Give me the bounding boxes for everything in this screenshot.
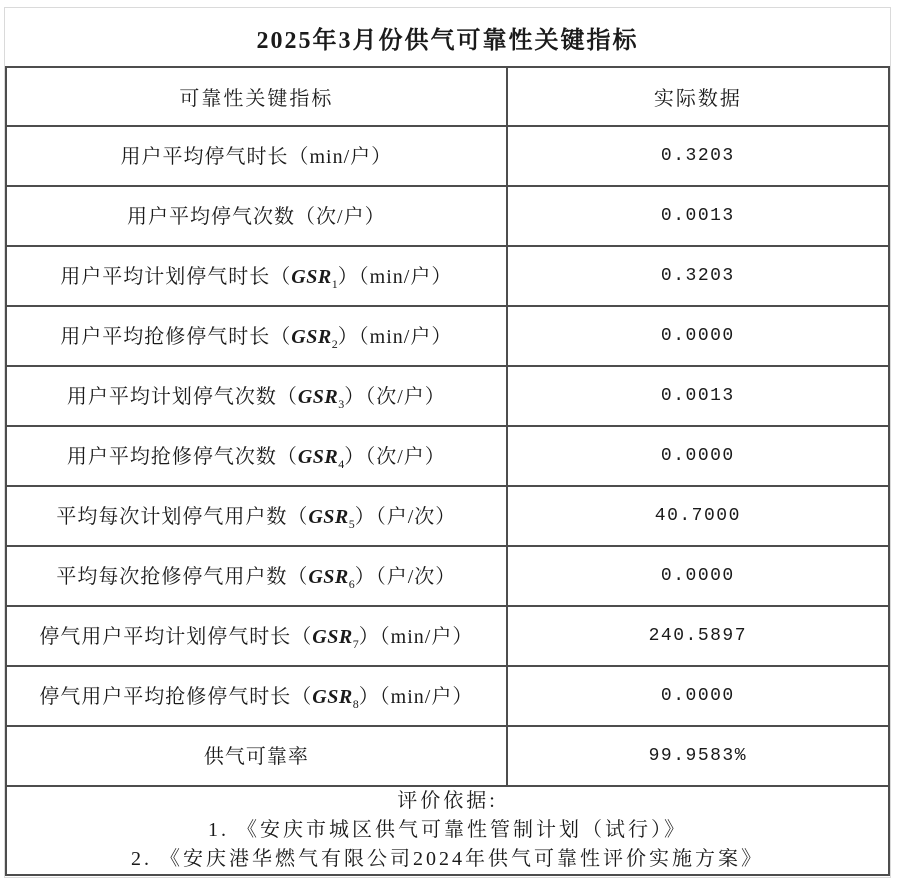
gsr-subscript: 6 <box>348 577 355 591</box>
indicator-cell <box>6 666 507 726</box>
indicator-label: 用户平均计划停气时长（ <box>60 266 292 288</box>
table-row <box>6 246 889 306</box>
gsr-subscript: 8 <box>352 697 359 711</box>
gsr-symbol: GSR <box>291 266 332 288</box>
value-cell: 99.9583% <box>507 726 889 786</box>
gsr-symbol: GSR <box>308 506 349 528</box>
value-cell: 0.0000 <box>507 546 889 606</box>
title-block <box>5 8 890 66</box>
evaluation-basis-heading: 评价依据: <box>397 790 498 812</box>
table-row <box>6 426 889 486</box>
indicator-label: 供气可靠率 <box>203 746 309 768</box>
reliability-indicators-table <box>5 66 890 876</box>
indicator-unit: ）（次/户） <box>344 446 446 468</box>
indicator-label: 停气用户平均计划停气时长（ <box>39 626 313 648</box>
gsr-subscript: 3 <box>338 397 345 411</box>
table-header-row <box>6 67 889 126</box>
table-row <box>6 306 889 366</box>
indicator-cell <box>6 726 507 786</box>
footer-row <box>6 786 889 875</box>
indicator-unit: ）（min/户） <box>337 266 453 288</box>
table-row <box>6 126 889 186</box>
indicator-cell <box>6 426 507 486</box>
indicator-cell <box>6 546 507 606</box>
indicator-label: 用户平均计划停气次数（ <box>66 386 298 408</box>
indicator-cell <box>6 486 507 546</box>
evaluation-basis-item: 1. 《安庆市城区供气可靠性管制计划（试行）》 <box>208 819 687 841</box>
indicator-label: 用户平均停气时长（min/户） <box>120 146 393 168</box>
indicator-cell <box>6 126 507 186</box>
gsr-symbol: GSR <box>308 566 349 588</box>
value-cell: 0.3203 <box>507 126 889 186</box>
indicator-cell <box>6 246 507 306</box>
gsr-symbol: GSR <box>291 326 332 348</box>
indicator-label: 平均每次计划停气用户数（ <box>56 506 309 528</box>
indicator-cell <box>6 306 507 366</box>
table-row <box>6 606 889 666</box>
gsr-symbol: GSR <box>297 446 339 468</box>
value-cell: 240.5897 <box>507 606 889 666</box>
evaluation-basis-item: 2. 《安庆港华燃气有限公司2024年供气可靠性评价实施方案》 <box>131 848 764 870</box>
indicator-unit: ）（min/户） <box>337 326 453 348</box>
indicator-unit: ）（次/户） <box>344 386 446 408</box>
indicator-label: 用户平均抢修停气次数（ <box>66 446 298 468</box>
value-cell: 0.0000 <box>507 426 889 486</box>
evaluation-basis-block <box>6 786 889 875</box>
table-row <box>6 366 889 426</box>
indicator-cell <box>6 186 507 246</box>
gsr-subscript: 4 <box>338 457 345 471</box>
indicator-cell <box>6 606 507 666</box>
table-row <box>6 546 889 606</box>
table-row <box>6 186 889 246</box>
gsr-subscript: 1 <box>331 277 338 291</box>
indicator-unit: ）（户/次） <box>354 566 457 588</box>
table-row <box>6 486 889 546</box>
value-cell: 0.3203 <box>507 246 889 306</box>
value-cell: 40.7000 <box>507 486 889 546</box>
value-cell: 0.0000 <box>507 666 889 726</box>
gsr-subscript: 7 <box>352 637 359 651</box>
gsr-symbol: GSR <box>297 386 339 408</box>
table-row <box>6 726 889 786</box>
value-cell: 0.0013 <box>507 186 889 246</box>
indicator-label: 用户平均抢修停气时长（ <box>60 326 292 348</box>
gsr-subscript: 2 <box>331 337 338 351</box>
indicator-label: 用户平均停气次数（次/户） <box>127 206 386 228</box>
column-header-actual: 实际数据 <box>507 67 889 126</box>
indicator-cell <box>6 366 507 426</box>
indicator-label: 平均每次抢修停气用户数（ <box>56 566 309 588</box>
report-document <box>4 7 891 878</box>
gsr-subscript: 5 <box>348 517 355 531</box>
indicator-unit: ）（min/户） <box>358 626 474 648</box>
indicator-unit: ）（min/户） <box>358 686 474 708</box>
gsr-symbol: GSR <box>312 686 353 708</box>
value-cell: 0.0000 <box>507 306 889 366</box>
table-row <box>6 666 889 726</box>
indicator-unit: ）（户/次） <box>354 506 457 528</box>
column-header-indicator: 可靠性关键指标 <box>6 67 507 126</box>
value-cell: 0.0013 <box>507 366 889 426</box>
gsr-symbol: GSR <box>312 626 353 648</box>
page-title: 2025年3月份供气可靠性关键指标 <box>256 27 639 54</box>
indicator-label: 停气用户平均抢修停气时长（ <box>39 686 313 708</box>
